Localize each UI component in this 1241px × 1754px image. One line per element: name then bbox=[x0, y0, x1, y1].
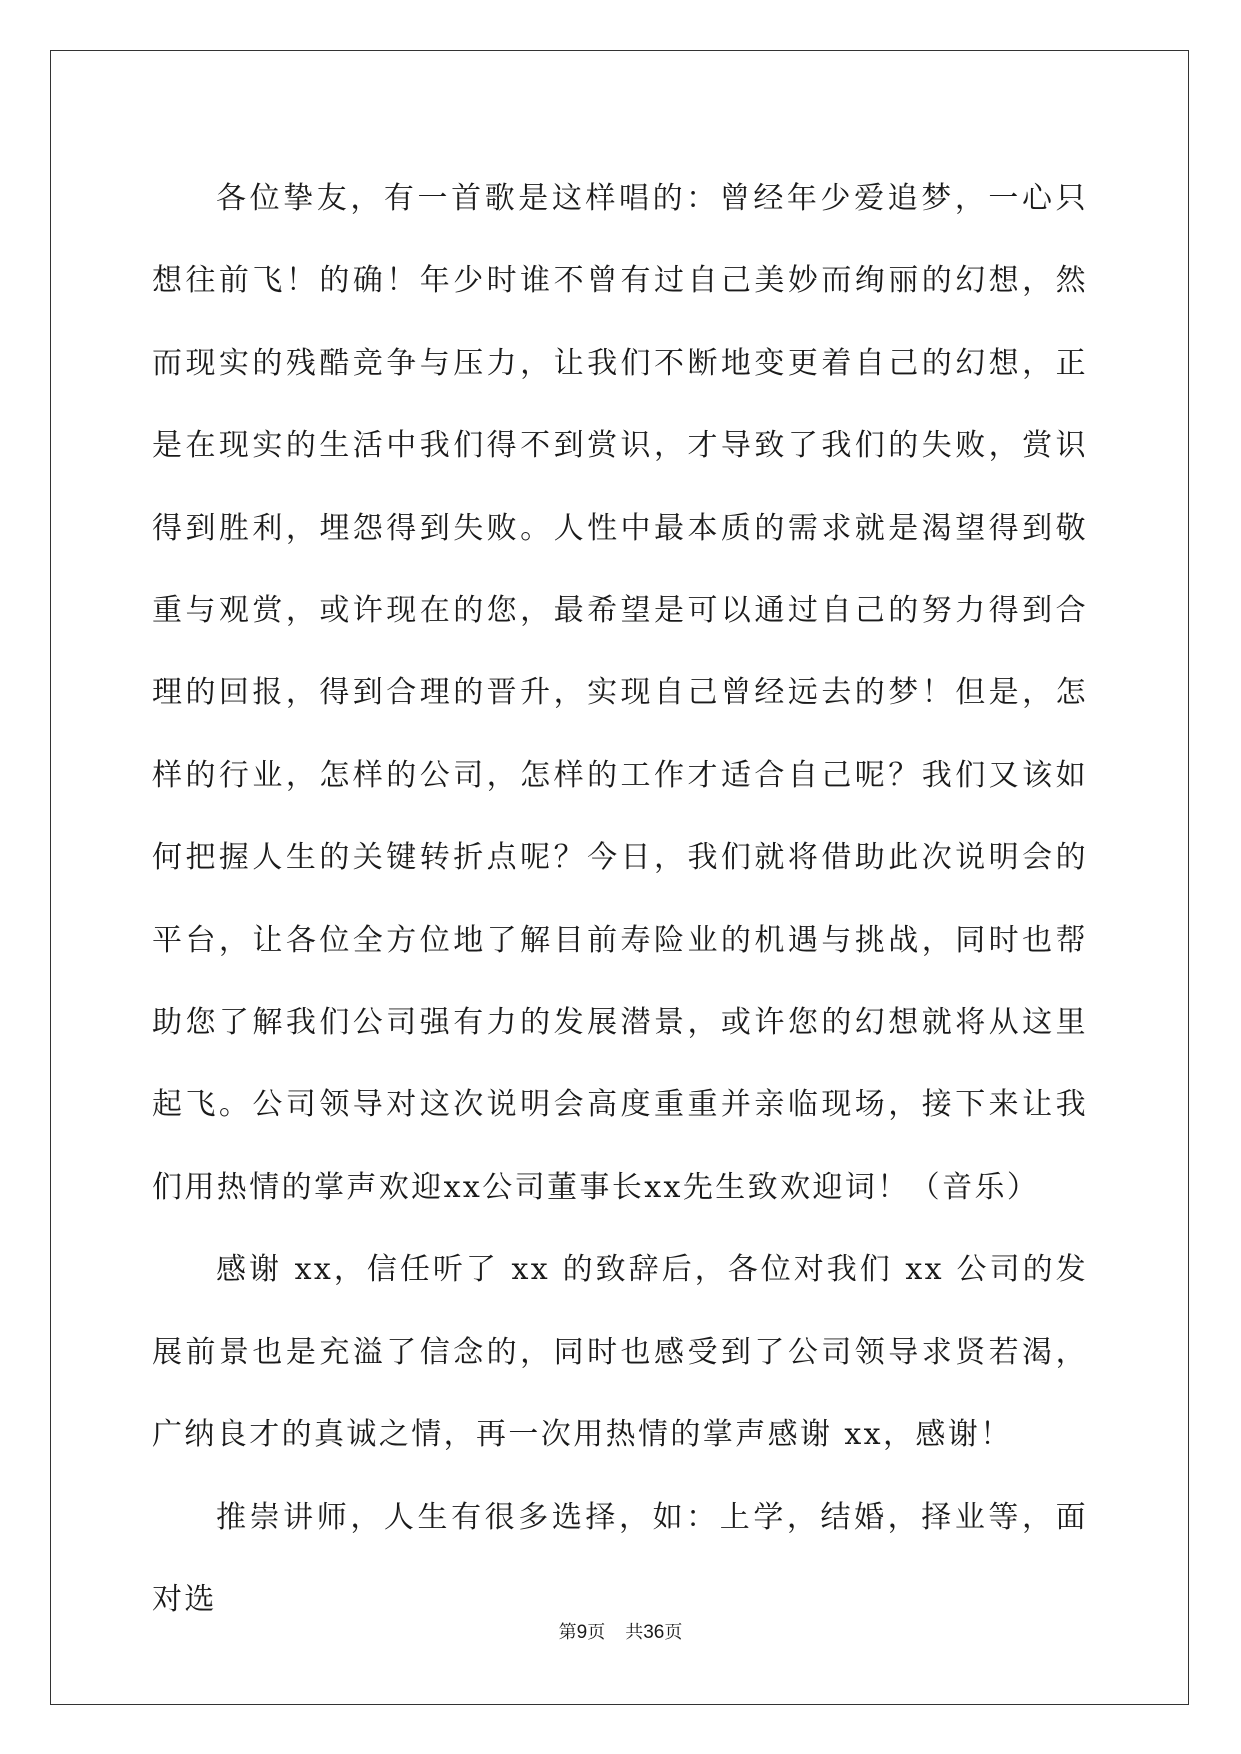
current-page-number: 9 bbox=[576, 1622, 588, 1643]
paragraph-3: 推崇讲师，人生有很多选择，如：上学，结婚，择业等，面对选 bbox=[152, 1499, 1088, 1617]
total-page-count: 36 bbox=[643, 1622, 665, 1643]
document-body bbox=[152, 158, 1088, 1641]
footer-total-prefix: 共 bbox=[625, 1622, 644, 1643]
paragraph-2: 感谢 xx，信任听了 xx 的致辞后，各位对我们 xx 公司的发展前景也是充溢了信念的，同时也感受到了公司领导求贤若渴，广纳良才的真诚之情，再一次用热情的掌声感谢 xx，感谢！ bbox=[152, 1252, 1088, 1453]
paragraph-1: 各位挚友，有一首歌是这样唱的：曾经年少爱追梦，一心只想往前飞！的确！年少时谁不曾有过自己美妙而绚丽的幻想，然而现实的残酷竞争与压力，让我们不断地变更着自己的幻想，正是在现实的生活中我们得不到赏识，才导致了我们的失败，赏识得到胜利，埋怨得到失败。人性中最本质的需求就是渴望得到敬重与观赏，或许现在的您，最希望是可以通过自己的努力得到合理的回报，得到合理的晋升，实现自己曾经远去的梦！但是，怎样的行业，怎样的公司，怎样的工作才适合自己呢？我们又该如何把握人生的关键转折点呢？今日，我们就将借助此次说明会的平台，让各位全方位地了解目前寿险业的机遇与挑战，同时也帮助您了解我们公司强有力的发展潜景，或许您的幻想就将从这里起飞。公司领导对这次说明会高度重重并亲临现场，接下来让我们用热情的掌声欢迎xx公司董事长xx先生致欢迎词！（音乐） bbox=[152, 181, 1088, 1205]
footer-prefix: 第 bbox=[558, 1622, 577, 1643]
page-footer bbox=[0, 1618, 1241, 1644]
footer-total-suffix: 页 bbox=[664, 1622, 683, 1643]
footer-page-suffix: 页 bbox=[587, 1622, 606, 1643]
